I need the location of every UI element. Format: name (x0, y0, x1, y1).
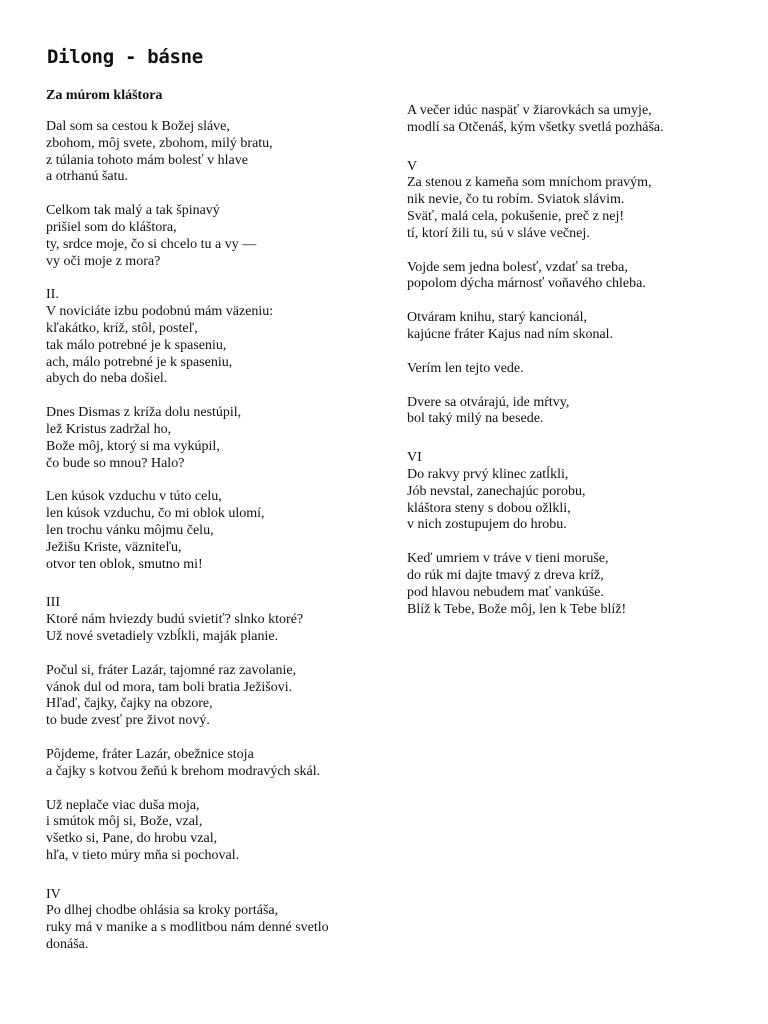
verse-line: Len kúsok vzduchu v túto celu, (46, 489, 222, 505)
verse-line: lež Kristus zadržal ho, (46, 421, 172, 437)
verse-line: vy oči moje z mora? (46, 253, 161, 269)
verse-line: a čajky s kotvou žeňú k brehom modravých skál. (46, 763, 321, 779)
verse-line: všetko si, Pane, do hrobu vzal, (46, 831, 218, 847)
section-heading: V (407, 158, 418, 174)
stanza (46, 663, 386, 730)
page-title: Dilong - básne (47, 46, 203, 68)
verse-line: Ktoré nám hviezdy budú svietiť? slnko ktoré? (46, 612, 304, 628)
verse-line: v nich zostupujem do hrobu. (407, 517, 567, 533)
stanza (46, 304, 386, 388)
stanza (407, 395, 752, 429)
verse-line: tí, ktorí žili tu, sú v sláve večnej. (407, 225, 590, 241)
left-column (46, 87, 386, 971)
section-heading: IV (46, 886, 61, 902)
stanza (407, 260, 752, 294)
poem-section (407, 450, 752, 618)
stanza (407, 467, 752, 534)
verse-line: bol taký milý na besede. (407, 411, 544, 427)
verse-line: Keď umriem v tráve v tieni moruše, (407, 551, 609, 567)
verse-line: z túlania tohoto mám bolesť v hlave (46, 152, 248, 168)
verse-line: Už nové svetadiely vzbĺkli, maják planie. (46, 628, 279, 644)
stanza (46, 405, 386, 472)
verse-line: Vojde sem jedna bolesť, vzdať sa treba, (407, 259, 628, 275)
verse-line: ach, málo potrebné je k spaseniu, (46, 354, 233, 370)
stanza (407, 103, 752, 137)
verse-line: Blíž k Tebe, Bože môj, len k Tebe blíž! (407, 601, 627, 617)
verse-line: len trochu vánku môjmu čelu, (46, 522, 214, 538)
section-heading: II. (46, 287, 59, 303)
stanza (46, 119, 386, 186)
verse-line: to bude zvesť pre život nový. (46, 713, 210, 729)
verse-line: Pôjdeme, fráter Lazár, obežnice stoja (46, 746, 254, 762)
verse-line: len kúsok vzduchu, čo mi oblok ulomí, (46, 506, 265, 522)
stanza (407, 310, 752, 344)
stanza (46, 612, 386, 646)
verse-line: do rúk mi dajte tmavý z dreva kríž, (407, 567, 604, 583)
verse-line: Verím len tejto vede. (407, 360, 524, 376)
verse-line: kláštora steny s dobou ožlkli, (407, 500, 571, 516)
right-sections (407, 103, 752, 618)
poem-section (46, 119, 386, 270)
verse-line: čo bude so mnou? Halo? (46, 455, 185, 471)
verse-line: Otváram knihu, starý kancionál, (407, 310, 588, 326)
verse-line: Počul si, fráter Lazár, tajomné raz zavolanie, (46, 662, 297, 678)
stanza (407, 551, 752, 618)
verse-line: abych do neba došiel. (46, 371, 168, 387)
left-sections (46, 119, 386, 954)
verse-line: vánok dul od mora, tam boli bratia Ježišovi. (46, 679, 293, 695)
verse-line: modlí sa Otčenáš, kým všetky svetlá pozháša. (407, 119, 664, 135)
verse-line: Dvere sa otvárajú, ide mŕtvy, (407, 394, 570, 410)
section-heading: III (46, 595, 60, 611)
poem-title: Za múrom kláštora (46, 88, 163, 103)
verse-line: Dnes Dismas z kríža dolu nestúpil, (46, 405, 242, 421)
verse-line: ty, srdce moje, čo si chcelo tu a vy — (46, 236, 257, 252)
verse-line: Bože môj, ktorý si ma vykúpil, (46, 438, 220, 454)
verse-line: kajúcne fráter Kajus nad ním skonal. (407, 326, 614, 342)
stanza (46, 489, 386, 573)
stanza (407, 175, 752, 242)
section-heading: VI (407, 450, 422, 466)
verse-line: prišiel som do kláštora, (46, 219, 177, 235)
verse-line: ruky má v manike a s modlitbou nám denné svetlo (46, 920, 329, 936)
poem-section (46, 887, 386, 954)
verse-line: nik nevie, čo tu robím. Sviatok slávim. (407, 192, 625, 208)
right-column (407, 103, 752, 635)
verse-line: a otrhanú šatu. (46, 169, 129, 185)
verse-line: Po dlhej chodbe ohlásia sa kroky portáša, (46, 903, 279, 919)
poem-section (46, 595, 386, 864)
verse-line: hľa, v tieto múry mňa si pochoval. (46, 847, 240, 863)
verse-line: Za stenou z kameňa som mníchom pravým, (407, 175, 652, 191)
verse-line: donáša. (46, 937, 89, 953)
stanza (46, 798, 386, 865)
verse-line: Celkom tak malý a tak špinavý (46, 203, 220, 219)
verse-line: i smútok môj si, Bože, vzal, (46, 814, 203, 830)
verse-line: otvor ten oblok, smutno mi! (46, 556, 203, 572)
verse-line: Už neplače viac duša moja, (46, 797, 200, 813)
verse-line: A večer idúc naspäť v žiarovkách sa umyje, (407, 103, 652, 118)
verse-line: V noviciáte izbu podobnú mám väzeniu: (46, 304, 274, 320)
verse-line: Dal som sa cestou k Božej sláve, (46, 119, 230, 134)
verse-line: pod hlavou nebudem mať vankúše. (407, 584, 604, 600)
stanza (407, 361, 752, 378)
stanza (46, 203, 386, 270)
verse-line: Ježišu Kriste, väzniteľu, (46, 539, 182, 555)
verse-line: kľakátko, kríž, stôl, posteľ, (46, 320, 198, 336)
verse-line: zbohom, môj svete, zbohom, milý bratu, (46, 135, 273, 151)
verse-line: tak málo potrebné je k spaseniu, (46, 337, 227, 353)
verse-line: Hľaď, čajky, čajky na obzore, (46, 696, 213, 712)
stanza (46, 747, 386, 781)
poem-section (46, 287, 386, 573)
poem-section (407, 159, 752, 429)
verse-line: Jób nevstal, zanechajúc porobu, (407, 483, 586, 499)
poem-section (407, 103, 752, 137)
verse-line: popolom dýcha márnosť voňavého chleba. (407, 276, 646, 292)
verse-line: Do rakvy prvý klinec zatĺkli, (407, 466, 569, 482)
verse-line: Sväť, malá cela, pokušenie, preč z nej! (407, 208, 625, 224)
stanza (46, 903, 386, 953)
